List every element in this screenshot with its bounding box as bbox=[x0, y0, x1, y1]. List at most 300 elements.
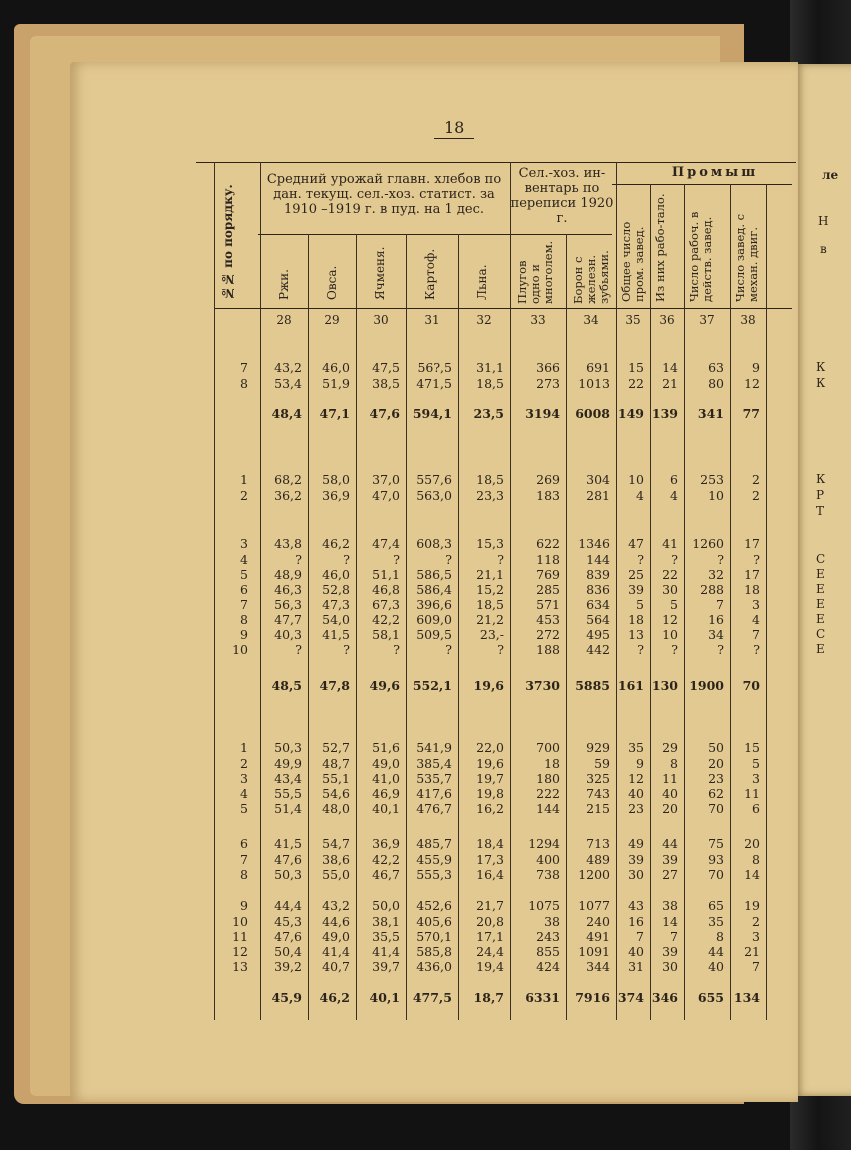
data-cell: 6 bbox=[752, 801, 760, 816]
data-cell: 3 bbox=[752, 597, 760, 612]
data-cell: 10 bbox=[628, 472, 644, 487]
data-cell: 15,2 bbox=[476, 582, 504, 597]
data-cell: 43,4 bbox=[274, 771, 302, 786]
data-cell: 48,0 bbox=[322, 801, 350, 816]
data-cell: 50,0 bbox=[372, 898, 400, 913]
data-cell: 304 bbox=[586, 472, 610, 487]
data-cell: 27 bbox=[662, 867, 678, 882]
row-number: 9 bbox=[240, 898, 248, 913]
data-cell: 7 bbox=[670, 929, 678, 944]
data-cell: 51,9 bbox=[322, 376, 350, 391]
data-cell: 35,5 bbox=[372, 929, 400, 944]
total-cell: 6331 bbox=[525, 990, 560, 1005]
data-cell: 53,4 bbox=[274, 376, 302, 391]
data-cell: 47,6 bbox=[274, 929, 302, 944]
data-cell: 1260 bbox=[692, 536, 724, 551]
data-cell: 35 bbox=[708, 914, 724, 929]
data-cell: 17 bbox=[744, 536, 760, 551]
data-cell: 21 bbox=[744, 944, 760, 959]
data-cell: 118 bbox=[536, 552, 560, 567]
total-cell: 346 bbox=[651, 990, 678, 1005]
total-cell: 134 bbox=[733, 990, 760, 1005]
column-rule bbox=[308, 234, 309, 1020]
data-cell: 18,5 bbox=[476, 472, 504, 487]
data-cell: 48,9 bbox=[274, 567, 302, 582]
data-cell: 47 bbox=[628, 536, 644, 551]
data-cell: 7 bbox=[752, 959, 760, 974]
data-cell: ? bbox=[753, 642, 760, 657]
data-cell: 5 bbox=[752, 756, 760, 771]
data-cell: 564 bbox=[586, 612, 610, 627]
data-cell: 571 bbox=[536, 597, 560, 612]
data-cell: 9 bbox=[636, 756, 644, 771]
data-cell: 40,7 bbox=[322, 959, 350, 974]
data-cell: 52,8 bbox=[322, 582, 350, 597]
total-cell: 18,7 bbox=[473, 990, 504, 1005]
data-cell: 14 bbox=[662, 914, 678, 929]
total-cell: 477,5 bbox=[412, 990, 452, 1005]
row-number: 8 bbox=[240, 867, 248, 882]
data-cell: 836 bbox=[586, 582, 610, 597]
data-cell: 40 bbox=[708, 959, 724, 974]
data-cell: ? bbox=[393, 642, 400, 657]
data-cell: 39,2 bbox=[274, 959, 302, 974]
data-cell: 1091 bbox=[578, 944, 610, 959]
data-cell: 80 bbox=[708, 376, 724, 391]
data-cell: 20 bbox=[708, 756, 724, 771]
data-cell: 54,6 bbox=[322, 786, 350, 801]
row-number: 10 bbox=[232, 642, 248, 657]
total-cell: 594,1 bbox=[412, 406, 452, 421]
data-cell: 21 bbox=[662, 376, 678, 391]
data-cell: 75 bbox=[708, 836, 724, 851]
data-cell: 485,7 bbox=[416, 836, 452, 851]
data-cell: 3 bbox=[752, 929, 760, 944]
data-cell: 21,1 bbox=[476, 567, 504, 582]
data-cell: 18,5 bbox=[476, 597, 504, 612]
column-number: 28 bbox=[276, 313, 292, 327]
column-rule bbox=[616, 162, 617, 1020]
data-cell: 586,4 bbox=[416, 582, 452, 597]
column-number: 30 bbox=[373, 313, 389, 327]
data-cell: 23,3 bbox=[476, 488, 504, 503]
data-cell: 2 bbox=[752, 488, 760, 503]
data-cell: 39 bbox=[662, 944, 678, 959]
total-cell: 46,2 bbox=[319, 990, 350, 1005]
column-rule bbox=[458, 234, 459, 1020]
data-cell: 50,3 bbox=[274, 740, 302, 755]
facing-page-letter: Р bbox=[816, 488, 825, 502]
data-cell: 215 bbox=[586, 801, 610, 816]
data-cell: 839 bbox=[586, 567, 610, 582]
data-cell: 555,3 bbox=[416, 867, 452, 882]
data-cell: 570,1 bbox=[416, 929, 452, 944]
data-cell: 38,6 bbox=[322, 852, 350, 867]
total-cell: 45,9 bbox=[271, 990, 302, 1005]
data-cell: 40 bbox=[628, 786, 644, 801]
data-cell: 51,6 bbox=[372, 740, 400, 755]
data-cell: 20 bbox=[744, 836, 760, 851]
data-cell: 22 bbox=[628, 376, 644, 391]
data-cell: 15,3 bbox=[476, 536, 504, 551]
column-rule bbox=[650, 184, 651, 1020]
data-cell: 54,7 bbox=[322, 836, 350, 851]
crop-header: Овса. bbox=[325, 265, 339, 300]
data-cell: 22,0 bbox=[476, 740, 504, 755]
total-cell: 47,8 bbox=[319, 678, 350, 693]
data-cell: 70 bbox=[708, 801, 724, 816]
row-number: 3 bbox=[240, 771, 248, 786]
data-cell: 15 bbox=[744, 740, 760, 755]
data-cell: 43,2 bbox=[322, 898, 350, 913]
data-cell: 54,0 bbox=[322, 612, 350, 627]
data-cell: 30 bbox=[662, 582, 678, 597]
data-cell: 5 bbox=[670, 597, 678, 612]
data-cell: 38,5 bbox=[372, 376, 400, 391]
row-number: 7 bbox=[240, 360, 248, 375]
data-cell: 453 bbox=[536, 612, 560, 627]
data-cell: 1075 bbox=[528, 898, 560, 913]
total-cell: 70 bbox=[742, 678, 760, 693]
total-cell: 3730 bbox=[525, 678, 560, 693]
data-cell: 12 bbox=[662, 612, 678, 627]
data-cell: 46,8 bbox=[372, 582, 400, 597]
data-cell: 222 bbox=[536, 786, 560, 801]
data-cell: 30 bbox=[662, 959, 678, 974]
facing-page-header-letter: Н bbox=[818, 214, 829, 228]
data-cell: 19,8 bbox=[476, 786, 504, 801]
data-cell: 40 bbox=[662, 786, 678, 801]
crop-header: Ячменя. bbox=[373, 246, 387, 300]
data-cell: 1346 bbox=[578, 536, 610, 551]
data-cell: 30 bbox=[628, 867, 644, 882]
data-cell: 55,5 bbox=[274, 786, 302, 801]
facing-page-letter: К bbox=[816, 376, 826, 390]
facing-page-letter: Е bbox=[816, 642, 825, 656]
data-cell: 273 bbox=[536, 376, 560, 391]
data-cell: 11 bbox=[744, 786, 760, 801]
data-cell: 49 bbox=[628, 836, 644, 851]
data-cell: 49,0 bbox=[322, 929, 350, 944]
data-cell: 46,7 bbox=[372, 867, 400, 882]
data-cell: 17,1 bbox=[476, 929, 504, 944]
data-cell: 16,4 bbox=[476, 867, 504, 882]
data-cell: 36,2 bbox=[274, 488, 302, 503]
data-cell: 243 bbox=[536, 929, 560, 944]
data-cell: 541,9 bbox=[416, 740, 452, 755]
data-cell: 366 bbox=[536, 360, 560, 375]
data-cell: 586,5 bbox=[416, 567, 452, 582]
data-cell: 50,4 bbox=[274, 944, 302, 959]
data-cell: 40,1 bbox=[372, 801, 400, 816]
data-cell: 491 bbox=[586, 929, 610, 944]
data-cell: 45,3 bbox=[274, 914, 302, 929]
data-cell: 43,2 bbox=[274, 360, 302, 375]
data-cell: 46,2 bbox=[322, 536, 350, 551]
total-cell: 655 bbox=[697, 990, 724, 1005]
data-cell: 180 bbox=[536, 771, 560, 786]
data-cell: 16 bbox=[708, 612, 724, 627]
data-cell: 183 bbox=[536, 488, 560, 503]
data-cell: 188 bbox=[536, 642, 560, 657]
column-number: 35 bbox=[625, 313, 641, 327]
data-cell: 31,1 bbox=[476, 360, 504, 375]
data-cell: 269 bbox=[536, 472, 560, 487]
total-cell: 40,1 bbox=[369, 990, 400, 1005]
data-cell: 47,6 bbox=[274, 852, 302, 867]
data-cell: 39 bbox=[662, 852, 678, 867]
data-cell: 4 bbox=[636, 488, 644, 503]
data-cell: 1077 bbox=[578, 898, 610, 913]
data-cell: 51,4 bbox=[274, 801, 302, 816]
column-number: 36 bbox=[659, 313, 675, 327]
data-cell: 48,7 bbox=[322, 756, 350, 771]
data-cell: 36,9 bbox=[322, 488, 350, 503]
row-number: 4 bbox=[240, 786, 248, 801]
row-number: 1 bbox=[240, 472, 248, 487]
data-cell: 691 bbox=[586, 360, 610, 375]
facing-page-letter: К bbox=[816, 472, 826, 486]
data-cell: 47,0 bbox=[372, 488, 400, 503]
total-cell: 7916 bbox=[575, 990, 610, 1005]
data-cell: 7 bbox=[752, 627, 760, 642]
data-cell: 36,9 bbox=[372, 836, 400, 851]
facing-page-letter: С bbox=[816, 552, 826, 566]
rownum-header: №№ по порядку. bbox=[221, 184, 235, 300]
data-cell: 385,4 bbox=[416, 756, 452, 771]
data-cell: 20 bbox=[662, 801, 678, 816]
page-number: 18 bbox=[434, 118, 474, 139]
column-number: 34 bbox=[583, 313, 599, 327]
data-cell: 15 bbox=[628, 360, 644, 375]
data-cell: ? bbox=[445, 642, 452, 657]
data-cell: 743 bbox=[586, 786, 610, 801]
data-cell: 38 bbox=[662, 898, 678, 913]
data-cell: 47,5 bbox=[372, 360, 400, 375]
data-cell: 41,4 bbox=[372, 944, 400, 959]
column-number: 32 bbox=[476, 313, 492, 327]
data-cell: ? bbox=[637, 552, 644, 567]
total-cell: 341 bbox=[697, 406, 724, 421]
data-cell: 44,6 bbox=[322, 914, 350, 929]
data-cell: 23 bbox=[708, 771, 724, 786]
data-cell: 23 bbox=[628, 801, 644, 816]
data-cell: 47,7 bbox=[274, 612, 302, 627]
industry-header: Из них рабо-тало. bbox=[653, 193, 667, 302]
data-cell: 46,3 bbox=[274, 582, 302, 597]
group-divider-rule bbox=[258, 234, 508, 235]
data-cell: 288 bbox=[700, 582, 724, 597]
facing-page-header-letter: в bbox=[820, 242, 827, 256]
data-cell: 634 bbox=[586, 597, 610, 612]
data-cell: 51,1 bbox=[372, 567, 400, 582]
data-cell: 46,0 bbox=[322, 360, 350, 375]
data-cell: 16 bbox=[628, 914, 644, 929]
data-cell: 14 bbox=[662, 360, 678, 375]
data-cell: 55,0 bbox=[322, 867, 350, 882]
crop-header: Льна. bbox=[475, 264, 489, 300]
row-number: 5 bbox=[240, 801, 248, 816]
total-cell: 6008 bbox=[575, 406, 610, 421]
total-cell: 77 bbox=[742, 406, 760, 421]
crop-header: Ржи. bbox=[277, 269, 291, 300]
data-cell: 19,7 bbox=[476, 771, 504, 786]
data-cell: 42,2 bbox=[372, 852, 400, 867]
table-top-rule bbox=[196, 162, 796, 163]
data-cell: 23,- bbox=[479, 627, 504, 642]
total-cell: 149 bbox=[617, 406, 644, 421]
data-cell: 44 bbox=[708, 944, 724, 959]
data-cell: 56,3 bbox=[274, 597, 302, 612]
data-cell: 442 bbox=[586, 642, 610, 657]
group2-divider-rule bbox=[508, 234, 612, 235]
column-number: 29 bbox=[324, 313, 340, 327]
column-rule bbox=[510, 162, 511, 1020]
data-cell: 41,5 bbox=[322, 627, 350, 642]
data-cell: 19,6 bbox=[476, 756, 504, 771]
data-cell: ? bbox=[497, 552, 504, 567]
data-cell: 16,2 bbox=[476, 801, 504, 816]
data-cell: 929 bbox=[586, 740, 610, 755]
row-number: 3 bbox=[240, 536, 248, 551]
data-cell: 39,7 bbox=[372, 959, 400, 974]
data-cell: 32 bbox=[708, 567, 724, 582]
data-cell: 39 bbox=[628, 852, 644, 867]
data-cell: 63 bbox=[708, 360, 724, 375]
data-cell: 40,3 bbox=[274, 627, 302, 642]
row-number: 2 bbox=[240, 488, 248, 503]
data-cell: 10 bbox=[708, 488, 724, 503]
data-cell: ? bbox=[753, 552, 760, 567]
column-rule bbox=[684, 184, 685, 1020]
data-cell: ? bbox=[671, 552, 678, 567]
header-bottom-rule bbox=[214, 308, 792, 309]
data-cell: 535,7 bbox=[416, 771, 452, 786]
data-cell: 344 bbox=[586, 959, 610, 974]
data-cell: 400 bbox=[536, 852, 560, 867]
data-cell: 56?,5 bbox=[417, 360, 452, 375]
data-cell: 52,7 bbox=[322, 740, 350, 755]
data-cell: 17 bbox=[744, 567, 760, 582]
data-cell: 47,4 bbox=[372, 536, 400, 551]
data-cell: 10 bbox=[662, 627, 678, 642]
total-cell: 374 bbox=[617, 990, 644, 1005]
data-cell: 622 bbox=[536, 536, 560, 551]
data-cell: 7 bbox=[636, 929, 644, 944]
data-cell: 452,6 bbox=[416, 898, 452, 913]
data-cell: 396,6 bbox=[416, 597, 452, 612]
facing-page-letter: Е bbox=[816, 597, 825, 611]
data-cell: 18,5 bbox=[476, 376, 504, 391]
data-cell: 55,1 bbox=[322, 771, 350, 786]
column-number: 38 bbox=[740, 313, 756, 327]
data-cell: 1294 bbox=[528, 836, 560, 851]
data-cell: 17,3 bbox=[476, 852, 504, 867]
group3-header: Промыш bbox=[671, 165, 759, 180]
data-cell: 325 bbox=[586, 771, 610, 786]
data-cell: 24,4 bbox=[476, 944, 504, 959]
data-cell: 18 bbox=[544, 756, 560, 771]
row-number: 2 bbox=[240, 756, 248, 771]
row-number: 7 bbox=[240, 597, 248, 612]
column-rule bbox=[730, 184, 731, 1020]
data-cell: 44,4 bbox=[274, 898, 302, 913]
total-cell: 19,6 bbox=[473, 678, 504, 693]
group1-header: Средний урожай главн. хлебов по дан. текущ. сел.-хоз. статист. за 1910 –1919 г. в пуд. на 1 дес. bbox=[266, 172, 502, 217]
total-cell: 49,6 bbox=[369, 678, 400, 693]
data-cell: 12 bbox=[744, 376, 760, 391]
column-rule bbox=[260, 162, 261, 1020]
data-cell: 585,8 bbox=[416, 944, 452, 959]
data-cell: 509,5 bbox=[416, 627, 452, 642]
data-cell: 19 bbox=[744, 898, 760, 913]
data-cell: 424 bbox=[536, 959, 560, 974]
facing-page-letter: С bbox=[816, 627, 826, 641]
data-cell: ? bbox=[717, 552, 724, 567]
data-cell: 272 bbox=[536, 627, 560, 642]
total-cell: 23,5 bbox=[473, 406, 504, 421]
data-cell: 50 bbox=[708, 740, 724, 755]
data-cell: 2 bbox=[752, 472, 760, 487]
data-cell: 1013 bbox=[578, 376, 610, 391]
data-cell: 93 bbox=[708, 852, 724, 867]
data-cell: 42,2 bbox=[372, 612, 400, 627]
row-number: 6 bbox=[240, 836, 248, 851]
data-cell: 8 bbox=[716, 929, 724, 944]
data-cell: 6 bbox=[670, 472, 678, 487]
data-cell: ? bbox=[637, 642, 644, 657]
data-cell: 40 bbox=[628, 944, 644, 959]
data-cell: 18 bbox=[628, 612, 644, 627]
data-cell: 1200 bbox=[578, 867, 610, 882]
data-cell: 68,2 bbox=[274, 472, 302, 487]
data-cell: 769 bbox=[536, 567, 560, 582]
data-cell: 65 bbox=[708, 898, 724, 913]
row-number: 1 bbox=[240, 740, 248, 755]
data-cell: 20,8 bbox=[476, 914, 504, 929]
data-cell: ? bbox=[295, 642, 302, 657]
data-cell: 34 bbox=[708, 627, 724, 642]
column-number: 31 bbox=[424, 313, 440, 327]
data-cell: 240 bbox=[586, 914, 610, 929]
data-cell: 476,7 bbox=[416, 801, 452, 816]
facing-page-letter: Т bbox=[816, 504, 825, 518]
column-number: 33 bbox=[530, 313, 546, 327]
group2-header: Сел.-хоз. ин-вентарь по переписи 1920 г. bbox=[510, 166, 614, 226]
data-cell: 738 bbox=[536, 867, 560, 882]
total-cell: 47,6 bbox=[369, 406, 400, 421]
data-cell: 18,4 bbox=[476, 836, 504, 851]
data-cell: 59 bbox=[594, 756, 610, 771]
data-cell: 39 bbox=[628, 582, 644, 597]
row-number: 10 bbox=[232, 914, 248, 929]
data-cell: 31 bbox=[628, 959, 644, 974]
row-number: 5 bbox=[240, 567, 248, 582]
data-cell: 405,6 bbox=[416, 914, 452, 929]
column-rule bbox=[766, 184, 767, 1020]
data-cell: 47,3 bbox=[322, 597, 350, 612]
data-cell: 253 bbox=[700, 472, 724, 487]
data-cell: 855 bbox=[536, 944, 560, 959]
data-cell: 7 bbox=[716, 597, 724, 612]
crop-header: Картоф. bbox=[423, 248, 437, 300]
total-cell: 47,1 bbox=[319, 406, 350, 421]
data-cell: 4 bbox=[670, 488, 678, 503]
data-cell: 70 bbox=[708, 867, 724, 882]
data-cell: 22 bbox=[662, 567, 678, 582]
industry-header: Число завед. с механ. двиг. bbox=[733, 213, 760, 302]
data-cell: 44 bbox=[662, 836, 678, 851]
